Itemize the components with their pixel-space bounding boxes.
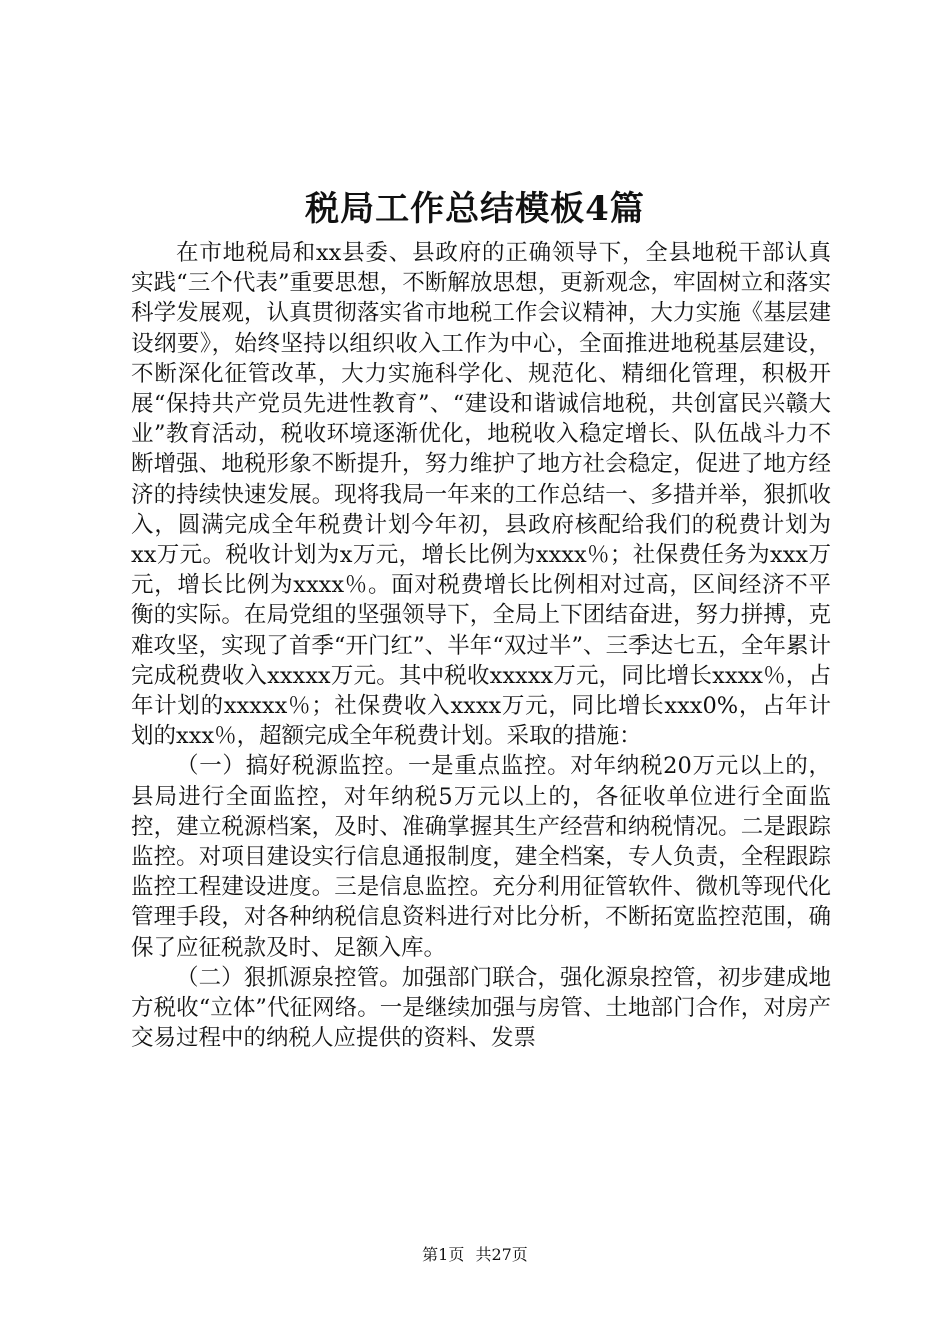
document-title: 税局工作总结模板4篇: [305, 189, 645, 229]
paragraph-section-1: （一）搞好税源监控。一是重点监控。对年纳税20万元以上的，县局进行全面监控，对年纳税5万元以上的，各征收单位进行全面监控，建立税源档案，及时、准确掌握其生产经营和纳税情况。二是跟踪监控。对项目建设实行信息通报制度，建全档案，专人负责，全程跟踪监控工程建设进度。三是信息监控。充分利用征管软件、微机等现代化管理手段，对各种纳税信息资料进行对比分析，不断拓宽监控范围，确保了应征税款及时、足额入库。: [131, 753, 831, 961]
paragraph-section-2: （二）狠抓源泉控管。加强部门联合，强化源泉控管，初步建成地方税收“立体”代征网络。一是继续加强与房管、土地部门合作，对房产交易过程中的纳税人应提供的资料、发票: [131, 964, 831, 1052]
paragraph-intro: 在市地税局和xx县委、县政府的正确领导下，全县地税干部认真实践“三个代表”重要思想，不断解放思想，更新观念，牢固树立和落实科学发展观，认真贯彻落实省市地税工作会议精神，大力实施《基层建设纲要》，始终坚持以组织收入工作为中心，全面推进地税基层建设，不断深化征管改革，大力实施科学化、规范化、精细化管理，积极开展“保持共产党员先进性教育”、“建设和谐诚信地税，共创富民兴赣大业”教育活动，税收环境逐渐优化，地税收入稳定增长、队伍战斗力不断增强、地税形象不断提升，努力维护了地方社会稳定，促进了地方经济的持续快速发展。现将我局一年来的工作总结一、多措并举，狠抓收入，圆满完成全年税费计划今年初，县政府核配给我们的税费计划为xx万元。税收计划为x万元，增长比例为xxxx％；社保费任务为xxx万元，增长比例为xxxx％。面对税费增长比例相对过高，区间经济不平衡的实际。在局党组的坚强领导下，全局上下团结奋进，努力拼搏，克难攻坚，实现了首季“开门红”、半年“双过半”、三季达七五，全年累计完成税费收入xxxxx万元。其中税收xxxxx万元，同比增长xxxx％，占年计划的xxxxx％；社保费收入xxxx万元，同比增长xxx0%，占年计划的xxx％，超额完成全年税费计划。采取的措施：: [131, 240, 831, 750]
page-number-footer: 第1页 共27页: [422, 1245, 528, 1264]
document-body: [131, 238, 831, 1053]
